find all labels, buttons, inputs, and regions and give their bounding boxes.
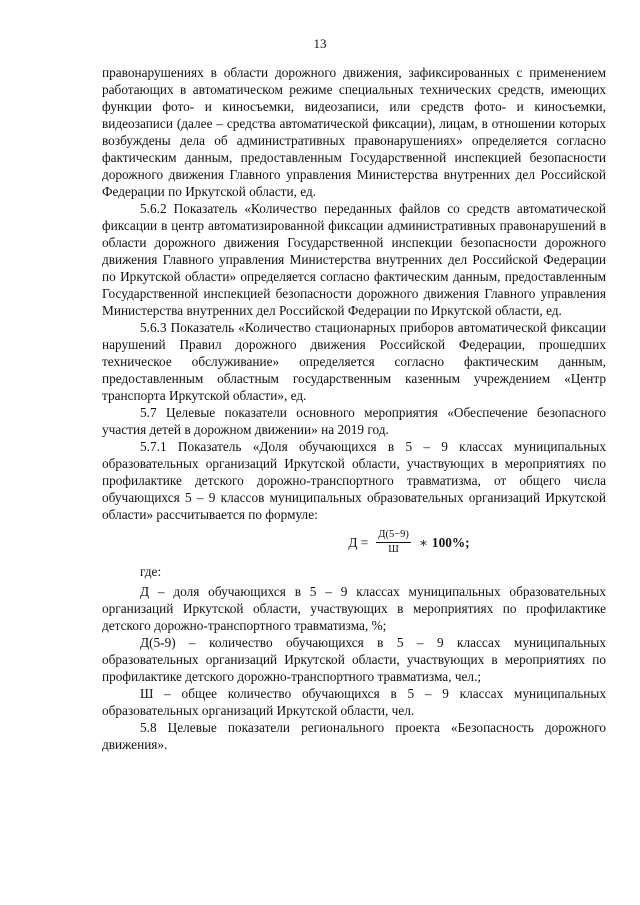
where-label: где: [140, 564, 162, 579]
definition-d: Д – доля обучающихся в 5 – 9 классах муниципальных образовательных организаций Иркутской области, участвующих в мероприятиях по профилактике детского дорожно-транспортного травматизма, %; [102, 584, 606, 633]
formula-tail: 100%; [431, 534, 470, 550]
paragraph-5-8: 5.8 Целевые показатели регионального проекта «Безопасность дорожного движения». [102, 720, 606, 752]
page-number: 13 [313, 36, 327, 51]
formula-numerator: Д(5−9) [376, 529, 411, 543]
paragraph-continuation: правонарушениях в области дорожного движения, зафиксированных с применением работающих в автоматическом режиме специальных технических средств, имеющих функции фото- и киносъемки, видеозаписи, или средств фото- и киносъемки, видеозаписи (далее – средства автоматической фиксации), лицам, в отношении которых возбуждены дела об административных правонарушениях» определяется согласно фактическим данным, предоставленным Государственной инспекцией безопасности дорожного движения Главного управления Министерства внутренних дел Российской Федерации по Иркутской области, ед. [102, 65, 606, 199]
paragraph-5-6-3: 5.6.3 Показатель «Количество стационарных приборов автоматической фиксации нарушений Правил дорожного движения Российской Федерации, прошедших техническое обслуживание» определяется согласно фактическим данным, предоставленным областным государственным казенным учреждением «Центр транспорта Иркутской области», ед. [102, 320, 606, 403]
formula [212, 523, 606, 561]
formula-operator: ∗ [418, 534, 428, 550]
paragraph-5-6-2: 5.6.2 Показатель «Количество переданных файлов со средств автоматической фиксации в центр автоматизированной фиксации административных правонарушений в области дорожного движения Государственной инспекции безопасности дорожного движения Главного управления Министерства внутренних дел Российской Федерации по Иркутской области» определяется согласно фактическим данным, предоставленным Государственной инспекцией безопасности дорожного движения Главного управления Министерства внутренних дел Российской Федерации по Иркутской области, ед. [102, 201, 606, 318]
definition-sh: Ш – общее количество обучающихся в 5 – 9 классах муниципальных образовательных организаций Иркутской области, чел. [102, 686, 606, 718]
formula-denominator: Ш [388, 543, 399, 555]
paragraph-5-7-1: 5.7.1 Показатель «Доля обучающихся в 5 – 9 классах муниципальных образовательных организаций Иркутской области, участвующих в мероприятиях по профилактике детского дорожно-транспортного травматизма, от общего числа обучающихся 5 – 9 классов муниципальных образовательных организаций Иркутской области» рассчитывается по формуле: [102, 439, 606, 522]
formula-fraction [376, 529, 411, 556]
document-body [102, 64, 606, 753]
paragraph-5-7: 5.7 Целевые показатели основного мероприятия «Обеспечение безопасного участия детей в дорожном движении» на 2019 год. [102, 405, 606, 437]
formula-lhs: Д = [348, 534, 369, 550]
definition-d-5-9: Д(5-9) – количество обучающихся в 5 – 9 классах муниципальных образовательных организаций Иркутской области, участвующих в мероприятиях по профилактике детского дорожно-транспортного травматизма, чел.; [102, 635, 606, 684]
